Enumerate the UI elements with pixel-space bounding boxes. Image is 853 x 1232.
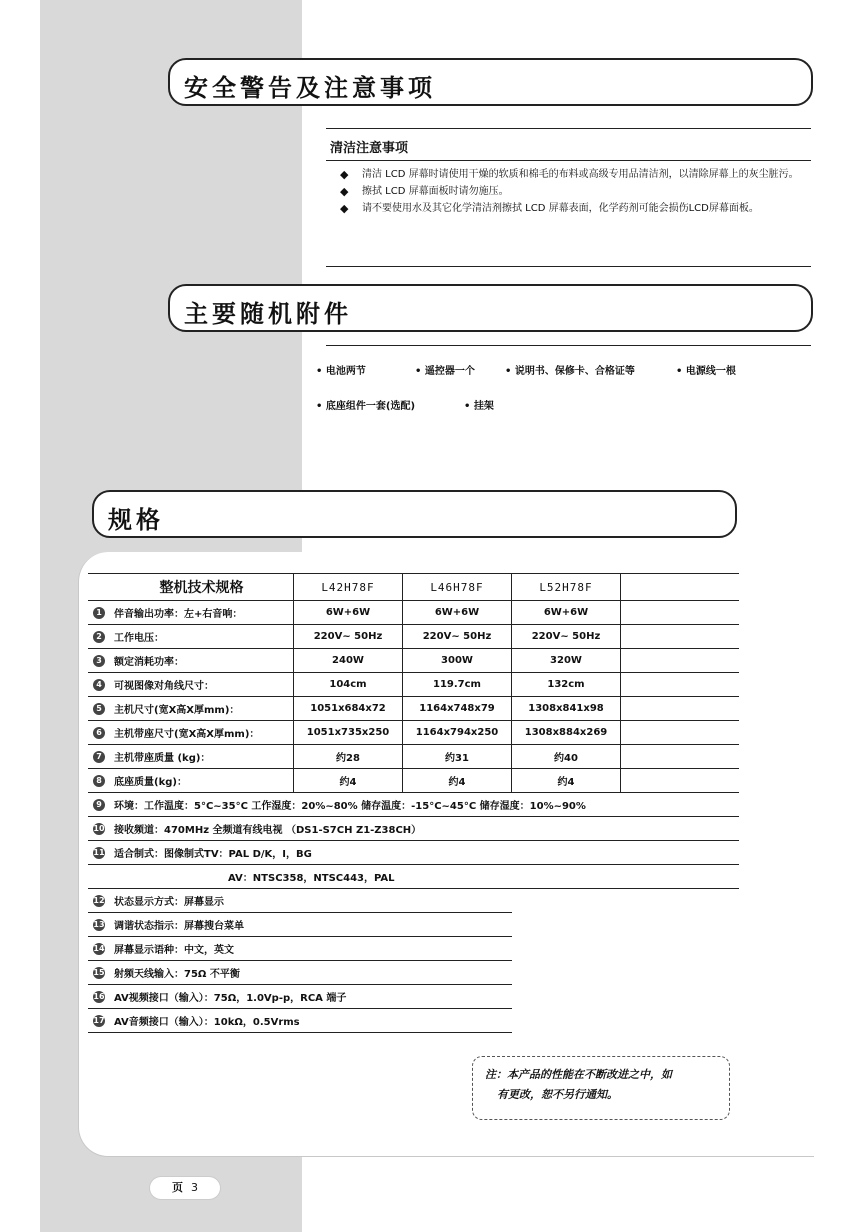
table-row: 7 主机带座质量 (kg)： 约28 约31 约40 (88, 745, 739, 769)
table-row: 17 AV音频接口（输入）：10kΩ，0.5Vrms (88, 1009, 739, 1033)
divider (326, 266, 811, 267)
table-row: 10 接收频道：470MHz 全频道有线电视 （DS1-S7CH Z1-Z38CH） (88, 817, 739, 841)
list-item: ◆ 请不要使用水及其它化学清洁剂擦拭 LCD 屏幕表面，化学药剂可能会损伤LCD屏幕面板。 (340, 202, 759, 215)
table-row: 5 主机尺寸(宽X高X厚mm)： 1051x684x72 1164x748x79 1308x841x98 (88, 697, 739, 721)
section-title: 规格 (108, 505, 164, 534)
table-row: 16 AV视频接口（输入）：75Ω，1.0Vp-p，RCA 端子 (88, 985, 739, 1009)
table-row: 1 伴音输出功率：左+右音响： 6W+6W 6W+6W 6W+6W (88, 601, 739, 625)
accessory-item: • 挂架 (464, 401, 494, 412)
notice-box: 注：本产品的性能在不断改进之中，如 有更改，恕不另行通知。 (472, 1056, 730, 1120)
table-row: 8 底座质量(kg)： 约4 约4 约4 (88, 769, 739, 793)
section-accessories (168, 284, 813, 332)
table-row: 11 适合制式：图像制式TV：PAL D/K，I，BG (88, 841, 739, 865)
table-row: 6 主机带座尺寸(宽X高X厚mm)： 1051x735x250 1164x794x250 1308x884x269 (88, 721, 739, 745)
table-row: 12 状态显示方式：屏幕显示 (88, 889, 739, 913)
table-row: 15 射频天线输入：75Ω 不平衡 (88, 961, 739, 985)
page-number: 页 3 (150, 1177, 220, 1199)
table-header: 整机技术规格 L42H78F L46H78F L52H78F (88, 574, 739, 601)
section-safety (168, 58, 813, 106)
table-row: 14 屏幕显示语种：中文，英文 (88, 937, 739, 961)
accessory-item: • 说明书、保修卡、合格证等 (505, 366, 635, 377)
table-row: 2 工作电压： 220V~ 50Hz 220V~ 50Hz 220V~ 50Hz (88, 625, 739, 649)
spec-table (88, 573, 739, 1033)
section-specs (92, 490, 737, 538)
accessory-item: • 电池两节 (316, 366, 366, 377)
accessory-item: • 电源线一根 (676, 366, 736, 377)
table-row: 3 额定消耗功率： 240W 300W 320W (88, 649, 739, 673)
accessory-item: • 底座组件一套(选配) (316, 401, 416, 412)
list-item: ◆ 清洁 LCD 屏幕时请使用干燥的软质和棉毛的布料或高级专用品清洁剂，以清除屏幕上的灰尘脏污。 (340, 168, 799, 181)
section-title: 主要随机附件 (184, 299, 352, 328)
section-title: 安全警告及注意事项 (184, 73, 436, 102)
accessory-item: • 遥控器一个 (415, 366, 475, 377)
divider (326, 345, 811, 346)
list-item: ◆ 擦拭 LCD 屏幕面板时请勿施压。 (340, 185, 509, 198)
cleaning-bullets (340, 168, 810, 219)
cleaning-heading: 清洁注意事项 (326, 128, 811, 161)
table-row: AV：NTSC358，NTSC443，PAL (88, 865, 739, 889)
table-row: 13 调谐状态指示：屏幕搜台菜单 (88, 913, 739, 937)
table-row: 9 环境：工作温度：5°C~35°C 工作湿度：20%~80% 储存温度：-15°C~45°C 储存湿度：10%~90% (88, 793, 739, 817)
table-row: 4 可视图像对角线尺寸： 104cm 119.7cm 132cm (88, 673, 739, 697)
